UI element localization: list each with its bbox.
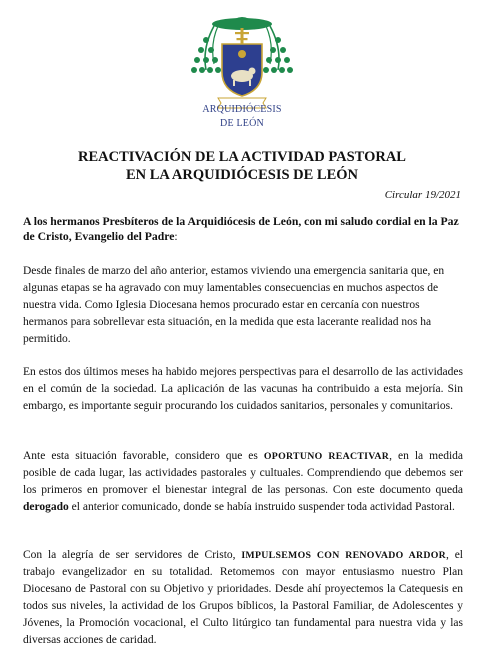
p3-text-a: Ante esta situación favorable, considero que es (23, 450, 264, 462)
org-name-line1: ARQUIDIÓCESIS (202, 104, 282, 115)
paragraph-1: Desde finales de marzo del año anterior, estamos viviendo una emergencia sanitaria que, en algunas etapas se ha agravado con muy lamentables consecuencias en muchos aspectos de nuestra vida. Como Iglesia Diocesana hemos procurado estar en cercanía con nuestros hermanos para sobrellevar esta situación, en la medida que esta lacerante realidad nos ha permitido. (23, 265, 445, 345)
title-line-1: REACTIVACIÓN DE LA ACTIVIDAD PASTORAL (78, 149, 406, 165)
archdiocese-coat-of-arms (184, 8, 300, 158)
salutation-text: A los hermanos Presbíteros de la Arquidiócesis de León, con mi saludo cordial en la Paz de Cristo, Evangelio del Padre (23, 215, 459, 243)
p4-text-c: , el trabajo evangelizador en su totalidad. Retomemos con mayor entusiasmo nuestro Plan Diocesano de Pastoral con su Objetivo y prioridades. Desde ahí proyectemos la Catequesis en todos sus niveles, la actividad de los Grupos bíblicos, la Pastoral Familiar, de Adolescentes y Jóvenes, la Promoción vocacional, el Culto litúrgico tan fundamental para nuestra vida y las diversas acciones de caridad. (23, 549, 463, 646)
title-line-2: EN LA ARQUIDIÓCESIS DE LEÓN (125, 167, 359, 183)
p3-text-c: , en la medida posible de cada lugar, las actividades pastorales y cultuales. Comprendiendo que debemos ser los primeros en promover el bienestar integral de las personas. Con este documento queda (23, 450, 463, 496)
archdiocese-name (150, 103, 334, 131)
p4-text-a: Con la alegría de ser servidores de Cristo, (23, 549, 242, 561)
document-title (40, 148, 444, 184)
salutation-colon: : (174, 230, 178, 243)
paragraph-2: En estos dos últimos meses ha habido mejores perspectivas para el desarrollo de las actividades en el común de la sociedad. La aplicación de las vacunas ha contribuido a esta mejoría. Sin embargo, es importante seguir procurando los cuidados sanitarios, personales y comunitarios. (23, 366, 463, 412)
org-name-line2: DE LEÓN (220, 118, 264, 129)
p3-emphasis-derogado: derogado (23, 501, 69, 513)
paragraph-4 (23, 547, 463, 649)
p3-text-e: el anterior comunicado, donde se había instruido suspender toda actividad Pastoral. (68, 501, 455, 513)
p3-emphasis-reactivar: OPORTUNO REACTIVAR (263, 451, 390, 462)
circular-number: Circular 19/2021 (384, 189, 461, 201)
p4-emphasis-impulsemos: IMPULSEMOS CON RENOVADO ARDOR (241, 550, 447, 561)
salutation (23, 214, 463, 244)
paragraph-3 (23, 448, 463, 516)
